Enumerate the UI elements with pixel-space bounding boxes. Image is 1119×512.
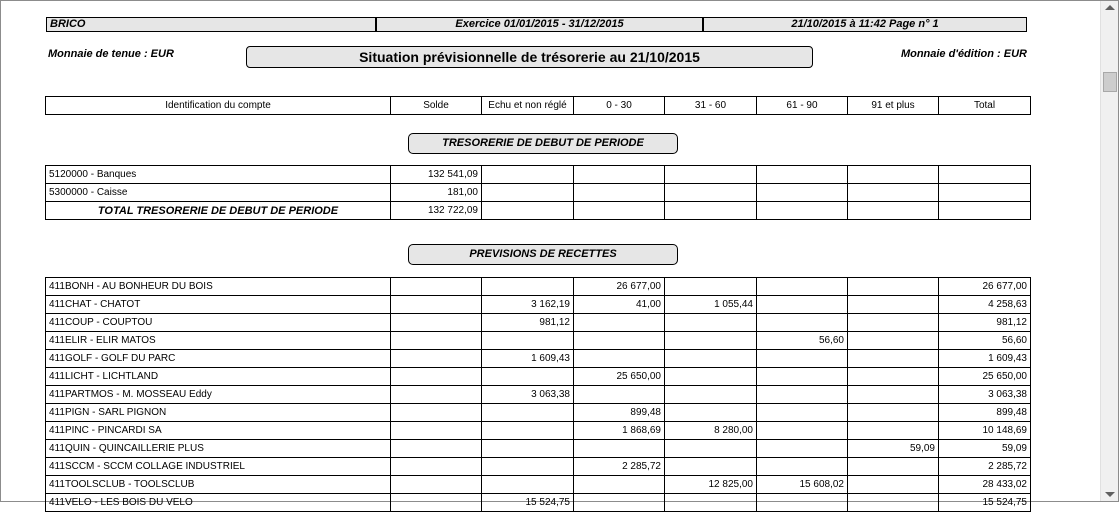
scroll-up-arrow-icon[interactable]: [1105, 5, 1115, 10]
total-amount-cell: 132 722,09: [391, 202, 482, 220]
amount-cell: 1 609,43: [482, 350, 574, 368]
amount-cell: 132 541,09: [391, 166, 482, 184]
amount-cell: [574, 332, 665, 350]
amount-cell: [848, 184, 939, 202]
total-amount-cell: [939, 202, 1031, 220]
amount-cell: [757, 404, 848, 422]
amount-cell: [665, 350, 757, 368]
table-row: [46, 296, 1031, 314]
col-0-30: 0 - 30: [574, 97, 665, 115]
amount-cell: [574, 314, 665, 332]
amount-cell: [391, 476, 482, 494]
amount-cell: [939, 184, 1031, 202]
tresorerie-table: [45, 165, 1031, 220]
amount-cell: 3 063,38: [939, 386, 1031, 404]
account-cell: 5120000 - Banques: [46, 166, 391, 184]
table-row: [46, 278, 1031, 296]
amount-cell: [665, 184, 757, 202]
amount-cell: [665, 368, 757, 386]
table-row: [46, 166, 1031, 184]
edition-currency: Monnaie d'édition : EUR: [900, 48, 1027, 60]
amount-cell: [574, 494, 665, 512]
scroll-down-arrow-icon[interactable]: [1105, 492, 1115, 497]
account-cell: 411PARTMOS - M. MOSSEAU Eddy: [46, 386, 391, 404]
amount-cell: [757, 386, 848, 404]
amount-cell: [757, 184, 848, 202]
total-amount-cell: [665, 202, 757, 220]
amount-cell: 1 609,43: [939, 350, 1031, 368]
amount-cell: [757, 296, 848, 314]
amount-cell: [665, 440, 757, 458]
amount-cell: [665, 332, 757, 350]
amount-cell: [574, 184, 665, 202]
amount-cell: [848, 458, 939, 476]
amount-cell: 59,09: [848, 440, 939, 458]
account-cell: 411GOLF - GOLF DU PARC: [46, 350, 391, 368]
amount-cell: [391, 440, 482, 458]
amount-cell: [482, 184, 574, 202]
amount-cell: [848, 422, 939, 440]
amount-cell: [391, 458, 482, 476]
amount-cell: 2 285,72: [939, 458, 1031, 476]
amount-cell: [757, 278, 848, 296]
amount-cell: [848, 350, 939, 368]
amount-cell: [391, 278, 482, 296]
amount-cell: [391, 494, 482, 512]
amount-cell: [665, 494, 757, 512]
amount-cell: 15 524,75: [939, 494, 1031, 512]
amount-cell: 3 063,38: [482, 386, 574, 404]
section-title-tresorerie: TRESORERIE DE DEBUT DE PERIODE: [408, 133, 678, 154]
amount-cell: [848, 404, 939, 422]
amount-cell: 3 162,19: [482, 296, 574, 314]
amount-cell: [391, 368, 482, 386]
amount-cell: [757, 314, 848, 332]
table-row: [46, 314, 1031, 332]
total-amount-cell: [482, 202, 574, 220]
amount-cell: 28 433,02: [939, 476, 1031, 494]
account-cell: 411BONH - AU BONHEUR DU BOIS: [46, 278, 391, 296]
amount-cell: [848, 332, 939, 350]
table-row: [46, 350, 1031, 368]
amount-cell: 1 055,44: [665, 296, 757, 314]
report-page: [1, 1, 1100, 508]
amount-cell: 8 280,00: [665, 422, 757, 440]
amount-cell: [665, 166, 757, 184]
amount-cell: 56,60: [757, 332, 848, 350]
amount-cell: [482, 440, 574, 458]
amount-cell: 899,48: [574, 404, 665, 422]
amount-cell: 1 868,69: [574, 422, 665, 440]
amount-cell: [391, 296, 482, 314]
column-header-row: [46, 97, 1031, 115]
col-echu: Echu et non réglé: [482, 97, 574, 115]
amount-cell: [848, 296, 939, 314]
amount-cell: [757, 422, 848, 440]
table-row: [46, 386, 1031, 404]
amount-cell: [757, 494, 848, 512]
amount-cell: [757, 350, 848, 368]
amount-cell: [848, 494, 939, 512]
col-solde: Solde: [391, 97, 482, 115]
table-row: [46, 476, 1031, 494]
column-header-table: [45, 96, 1031, 115]
amount-cell: [482, 476, 574, 494]
table-row: [46, 404, 1031, 422]
table-row: [46, 494, 1031, 512]
total-row: [46, 202, 1031, 220]
amount-cell: [848, 278, 939, 296]
account-cell: 411VELO - LES BOIS DU VELO: [46, 494, 391, 512]
exercise-period: Exercice 01/01/2015 - 31/12/2015: [376, 17, 703, 32]
amount-cell: [939, 166, 1031, 184]
account-cell: 411SCCM - SCCM COLLAGE INDUSTRIEL: [46, 458, 391, 476]
amount-cell: [574, 476, 665, 494]
amount-cell: [482, 332, 574, 350]
section-title-recettes: PREVISIONS DE RECETTES: [408, 244, 678, 265]
amount-cell: 899,48: [939, 404, 1031, 422]
account-cell: 411QUIN - QUINCAILLERIE PLUS: [46, 440, 391, 458]
amount-cell: 26 677,00: [574, 278, 665, 296]
amount-cell: [482, 278, 574, 296]
amount-cell: 12 825,00: [665, 476, 757, 494]
amount-cell: [574, 440, 665, 458]
amount-cell: [665, 314, 757, 332]
amount-cell: 15 524,75: [482, 494, 574, 512]
print-date-page: 21/10/2015 à 11:42 Page n° 1: [703, 17, 1027, 32]
amount-cell: [391, 422, 482, 440]
amount-cell: 41,00: [574, 296, 665, 314]
amount-cell: 59,09: [939, 440, 1031, 458]
amount-cell: [848, 476, 939, 494]
amount-cell: 2 285,72: [574, 458, 665, 476]
amount-cell: [482, 368, 574, 386]
account-cell: 411CHAT - CHATOT: [46, 296, 391, 314]
vertical-scrollbar[interactable]: [1100, 1, 1118, 501]
account-cell: 411PIGN - SARL PIGNON: [46, 404, 391, 422]
amount-cell: 25 650,00: [939, 368, 1031, 386]
account-cell: 411TOOLSCLUB - TOOLSCLUB: [46, 476, 391, 494]
account-cell: 411COUP - COUPTOU: [46, 314, 391, 332]
amount-cell: [665, 386, 757, 404]
amount-cell: 181,00: [391, 184, 482, 202]
amount-cell: [757, 166, 848, 184]
amount-cell: [848, 166, 939, 184]
amount-cell: [757, 368, 848, 386]
amount-cell: [574, 386, 665, 404]
table-row: [46, 332, 1031, 350]
amount-cell: [391, 314, 482, 332]
total-amount-cell: [848, 202, 939, 220]
company-name: BRICO: [46, 17, 376, 32]
col-61-90: 61 - 90: [757, 97, 848, 115]
table-row: [46, 440, 1031, 458]
amount-cell: 15 608,02: [757, 476, 848, 494]
amount-cell: [574, 166, 665, 184]
amount-cell: [757, 458, 848, 476]
table-row: [46, 368, 1031, 386]
amount-cell: [665, 278, 757, 296]
amount-cell: [665, 404, 757, 422]
amount-cell: [665, 458, 757, 476]
amount-cell: 981,12: [482, 314, 574, 332]
amount-cell: 981,12: [939, 314, 1031, 332]
table-row: [46, 184, 1031, 202]
table-row: [46, 458, 1031, 476]
amount-cell: [391, 350, 482, 368]
accounting-currency: Monnaie de tenue : EUR: [48, 48, 174, 60]
account-cell: 411LICHT - LICHTLAND: [46, 368, 391, 386]
amount-cell: [574, 350, 665, 368]
col-account: Identification du compte: [46, 97, 391, 115]
amount-cell: [482, 458, 574, 476]
total-label: TOTAL TRESORERIE DE DEBUT DE PERIODE: [46, 202, 391, 220]
amount-cell: [391, 332, 482, 350]
amount-cell: 26 677,00: [939, 278, 1031, 296]
scroll-thumb[interactable]: [1103, 72, 1117, 92]
amount-cell: [391, 404, 482, 422]
account-cell: 411ELIR - ELIR MATOS: [46, 332, 391, 350]
amount-cell: [482, 166, 574, 184]
amount-cell: 56,60: [939, 332, 1031, 350]
amount-cell: [848, 314, 939, 332]
total-amount-cell: [574, 202, 665, 220]
report-title: Situation prévisionnelle de trésorerie au 21/10/2015: [246, 46, 813, 68]
recettes-table: [45, 277, 1031, 512]
amount-cell: [848, 368, 939, 386]
col-91-plus: 91 et plus: [848, 97, 939, 115]
account-cell: 411PINC - PINCARDI SA: [46, 422, 391, 440]
table-row: [46, 422, 1031, 440]
account-cell: 5300000 - Caisse: [46, 184, 391, 202]
total-amount-cell: [757, 202, 848, 220]
amount-cell: [391, 386, 482, 404]
amount-cell: [482, 422, 574, 440]
amount-cell: [482, 404, 574, 422]
amount-cell: 4 258,63: [939, 296, 1031, 314]
amount-cell: [848, 386, 939, 404]
amount-cell: 10 148,69: [939, 422, 1031, 440]
col-31-60: 31 - 60: [665, 97, 757, 115]
amount-cell: 25 650,00: [574, 368, 665, 386]
amount-cell: [757, 440, 848, 458]
col-total: Total: [939, 97, 1031, 115]
